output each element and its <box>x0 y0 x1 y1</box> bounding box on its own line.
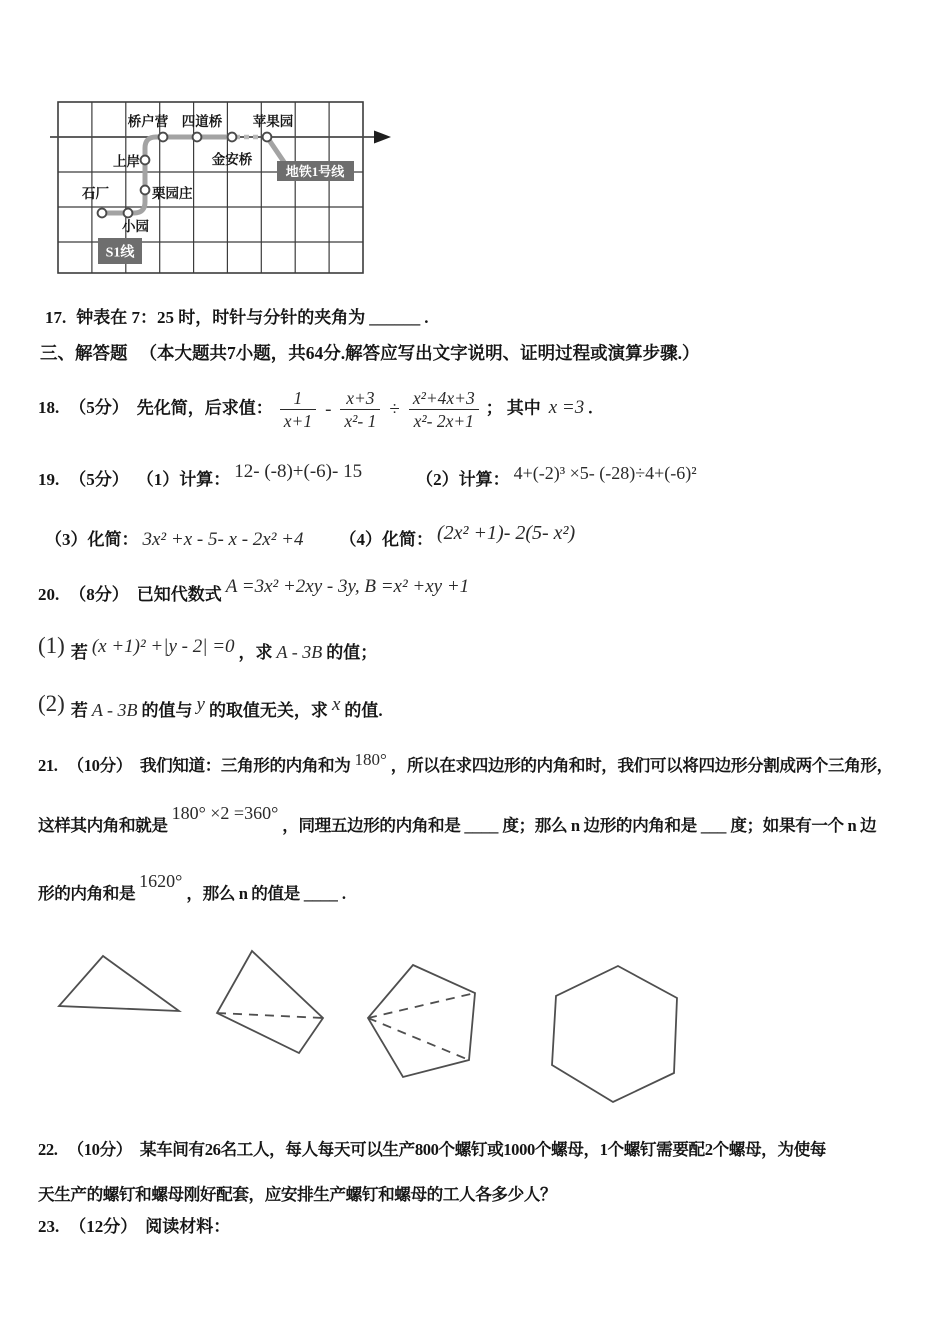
equation-180x2: 180° ×2 =360° <box>171 803 279 823</box>
fraction-1-denominator: x+1 <box>283 411 313 432</box>
question-23-number: 23. <box>38 1217 60 1236</box>
pentagon-diagonal-2-dashed <box>368 1018 469 1060</box>
station-dot-shichang <box>98 209 107 218</box>
question-21-text-8: ，那么 n 的值是 <box>186 884 300 903</box>
question-21-text-9: . <box>341 884 346 903</box>
question-19-part1-label: （1）计算： <box>136 470 231 489</box>
question-22-line-2 <box>38 1181 556 1205</box>
question-22-text-2: 天生产的螺钉和螺母刚好配套，应安排生产螺钉和螺母的工人各多少人？ <box>38 1185 557 1204</box>
angle-180: 180° <box>354 750 387 769</box>
question-18-number: 18. <box>38 398 60 418</box>
question-21-line-2 <box>38 803 877 836</box>
hexagon-shape <box>552 966 677 1102</box>
fraction-3-denominator: x²- 2x+1 <box>413 411 474 432</box>
part-2-mid: 的值与 <box>141 701 193 720</box>
question-22-number: 22. <box>38 1140 58 1159</box>
fraction-1 <box>280 388 316 431</box>
question-20-score: （8分） <box>69 585 129 604</box>
station-dot-shangan <box>141 156 150 165</box>
s1-route-path <box>102 137 232 213</box>
minus-operator: - <box>325 398 332 420</box>
question-23 <box>38 1212 230 1237</box>
blank-1: ____ <box>464 816 499 835</box>
question-17-number: 17. <box>45 308 67 327</box>
station-label-shangan: 上岸 <box>113 154 140 169</box>
station-dot-qiaohuying <box>159 133 168 142</box>
part-1-expression: (x +1)² +|y - 2| =0 <box>91 636 235 657</box>
question-18-condition: x =3 <box>548 397 585 419</box>
question-21-line-3 <box>38 871 346 904</box>
question-18-mid: 其中 <box>506 398 541 418</box>
question-20-part-1 <box>38 633 378 664</box>
arrow-icon <box>374 131 391 144</box>
question-19-part4-label: （4）化简： <box>339 530 433 549</box>
part-2-a-minus-3b: A - 3B <box>91 700 138 720</box>
station-label-shichang: 石厂 <box>82 186 109 201</box>
fraction-3-numerator: x²+4x+3 <box>409 388 479 410</box>
fraction-3 <box>409 388 479 431</box>
section-3-title: 三、解答题 <box>40 343 128 363</box>
question-21-number: 21. <box>38 756 58 775</box>
question-19-part3-expression: 3x² +x - 5- x - 2x² +4 <box>142 529 304 550</box>
question-20 <box>38 576 470 606</box>
angle-1620: 1620° <box>139 871 183 891</box>
question-17-blank: ______ <box>369 308 421 327</box>
station-dot-pingguoyuan <box>263 133 272 142</box>
divide-operator: ÷ <box>389 398 400 420</box>
station-dot-jinanqiao <box>228 133 237 142</box>
station-dot-xiaoyuan <box>124 209 133 218</box>
question-21-text-5: 度；那么 n 边形的内角和是 <box>502 816 697 835</box>
question-19-part4-expression: (2x² +1)- 2(5- x²) <box>437 522 576 544</box>
question-17 <box>45 303 429 328</box>
quadrilateral-diagonal-dashed <box>217 1013 323 1018</box>
station-label-xiaoyuan: 小园 <box>122 219 149 234</box>
question-17-period: . <box>424 308 429 327</box>
fraction-2-numerator: x+3 <box>340 388 380 410</box>
question-20-lead: 已知代数式 <box>136 585 222 604</box>
question-21-text-2: ，所以在求四边形的内角和时，我们可以将四边形分割成两个三角形， <box>390 756 893 775</box>
question-22-score: （10分） <box>67 1140 132 1159</box>
question-21-text-6: 度；如果有一个 n 边 <box>730 816 877 835</box>
question-18-lead: 先化简，后求值： <box>136 398 273 418</box>
question-21-text-7: 形的内角和是 <box>38 884 136 903</box>
part-1-marker: (1) <box>38 633 65 658</box>
question-19-score: （5分） <box>69 470 129 489</box>
part-1-mid: ，求 <box>238 643 273 662</box>
question-21-score: （10分） <box>67 756 132 775</box>
question-19-part2-label: （2）计算： <box>416 470 510 489</box>
station-label-qiaohuying: 桥户营 <box>127 114 169 129</box>
station-dots <box>98 133 272 218</box>
pentagon-shape <box>368 965 475 1077</box>
question-18-score: （5分） <box>69 398 129 418</box>
triangle-shape <box>59 956 179 1011</box>
section-3-description: （本大题共7小题，共64分.解答应写出文字说明、证明过程或演算步骤.） <box>139 343 700 363</box>
question-18-semicolon: ； <box>485 398 503 418</box>
question-19-part1-expression: 12- (-8)+(-6)- 15 <box>234 461 363 482</box>
question-17-text: 钟表在 7：25 时，时针与分针的夹角为 <box>76 308 366 327</box>
question-19-line-1 <box>38 461 697 491</box>
question-18 <box>38 388 592 431</box>
section-3-header <box>40 340 700 365</box>
s1-line-badge <box>98 238 142 264</box>
part-2-ruo: 若 <box>70 701 88 720</box>
line1-badge <box>277 161 354 181</box>
question-20-number: 20. <box>38 585 60 604</box>
question-19-number: 19. <box>38 470 60 489</box>
fraction-2-denominator: x²- 1 <box>344 411 377 432</box>
station-label-pingguoyuan: 苹果园 <box>252 114 294 129</box>
question-19-line-2 <box>45 522 576 551</box>
question-22-text-1: 某车间有26名工人，每人每天可以生产800个螺钉或1000个螺母，1个螺钉需要配2个螺母，为使每 <box>139 1140 826 1159</box>
part-2-x: x <box>331 694 341 715</box>
blank-3: ____ <box>303 884 338 903</box>
s1-line-badge-label: S1线 <box>105 245 135 261</box>
part-2-mid2: 的取值无关，求 <box>208 701 328 720</box>
blank-2: ___ <box>700 816 727 835</box>
part-1-tail: 的值； <box>326 643 378 662</box>
line1-badge-label: 地铁1号线 <box>285 164 345 179</box>
part-1-a-minus-3b: A - 3B <box>276 642 323 662</box>
question-19-part2-expression: 4+(-2)³ ×5- (-28)÷4+(-6)² <box>513 463 697 483</box>
part-2-y: y <box>196 694 205 715</box>
station-dot-sidaoqiao <box>193 133 202 142</box>
question-20-expression: A =3x² +2xy - 3y, B =x² +xy +1 <box>225 576 470 597</box>
station-label-sidaoqiao: 四道桥 <box>181 114 223 129</box>
station-label-liyuanzhuang: 栗园庄 <box>152 186 193 201</box>
question-19-part3-label: （3）化简： <box>45 530 139 549</box>
fraction-1-numerator: 1 <box>280 388 316 410</box>
question-23-text: 阅读材料： <box>145 1217 231 1236</box>
metro-map-figure <box>30 95 400 285</box>
question-20-part-2 <box>38 691 383 722</box>
question-21-text-4: ，同理五边形的内角和是 <box>282 816 461 835</box>
part-2-tail: 的值. <box>344 701 383 720</box>
question-21-line-1 <box>38 752 893 776</box>
question-21-text-1: 我们知道：三角形的内角和为 <box>139 756 351 775</box>
station-dot-liyuanzhuang <box>141 186 150 195</box>
question-23-score: （12分） <box>69 1217 138 1236</box>
question-22-line-1 <box>38 1136 826 1160</box>
polygon-figures <box>30 930 710 1120</box>
part-1-ruo: 若 <box>70 643 88 662</box>
question-18-period: . <box>588 398 593 418</box>
station-label-jinanqiao: 金安桥 <box>211 152 253 167</box>
quadrilateral-shape <box>217 951 323 1053</box>
pentagon-diagonal-1-dashed <box>368 993 475 1018</box>
fraction-2 <box>340 388 380 431</box>
part-2-marker: (2) <box>38 691 65 716</box>
question-21-text-3: 这样其内角和就是 <box>38 816 168 835</box>
